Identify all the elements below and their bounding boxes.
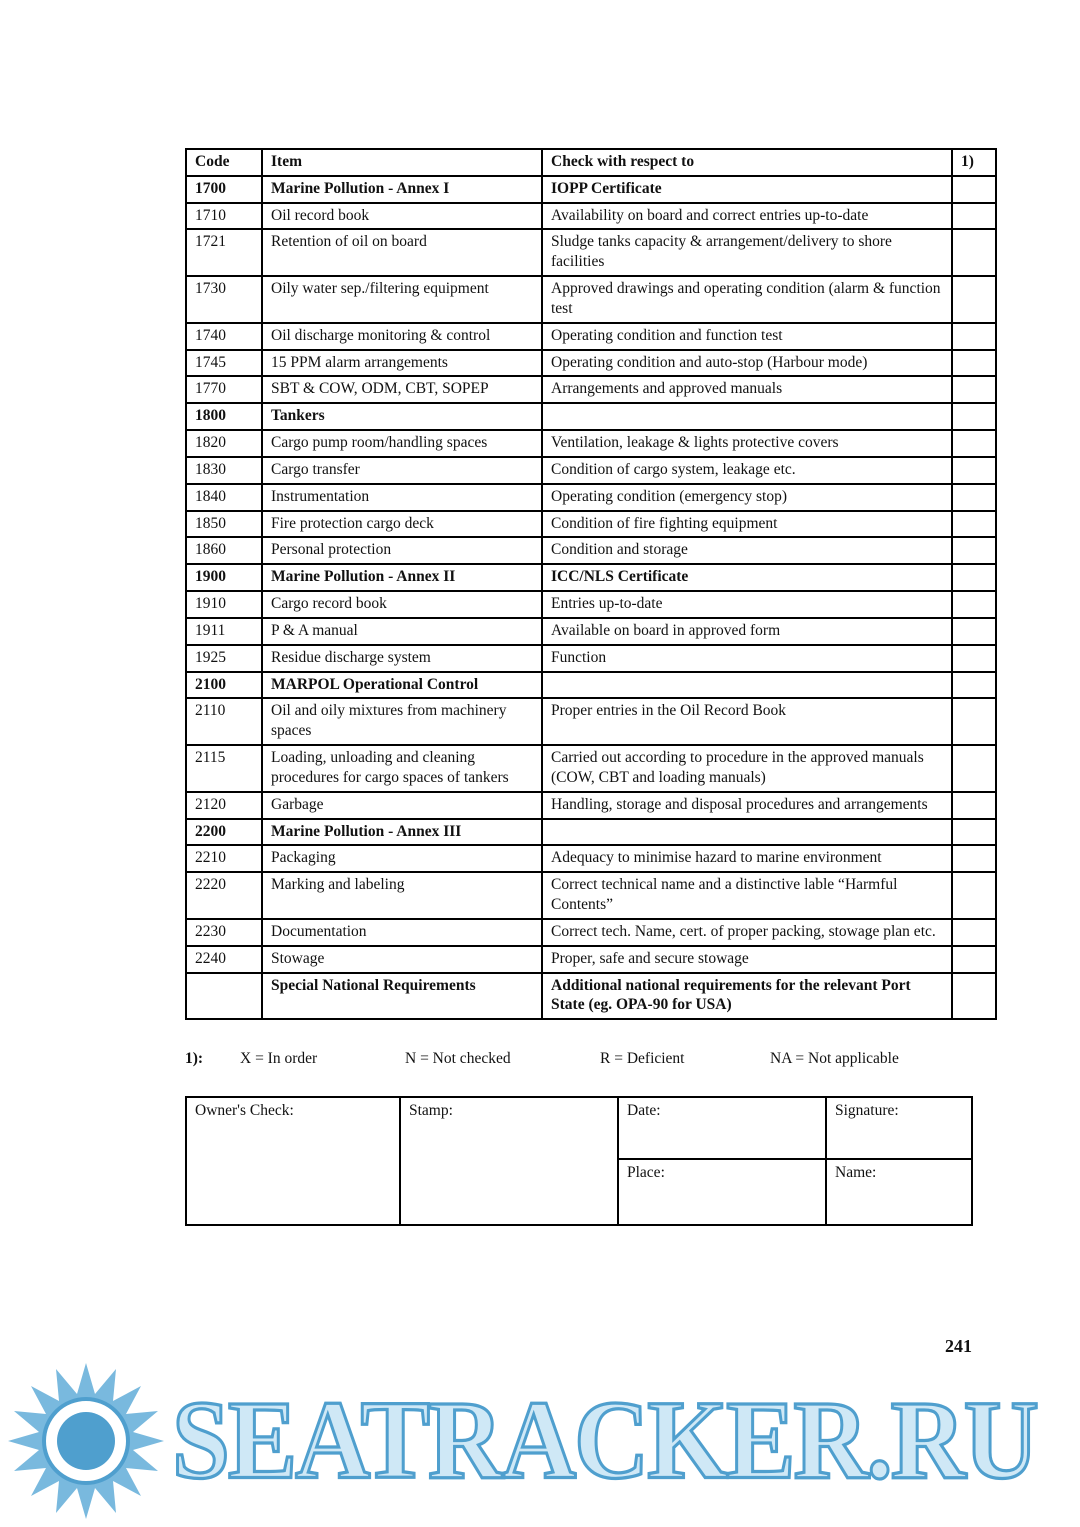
cell-check: Function (542, 645, 952, 672)
cell-status (952, 946, 996, 973)
cell-check: Additional national requirements for the relevant Port State (eg. OPA-90 for USA) (542, 973, 952, 1020)
cell-code: 1745 (186, 350, 262, 377)
cell-check: Correct technical name and a distinctive lable “Harmful Contents” (542, 872, 952, 919)
cell-code: 2115 (186, 745, 262, 792)
header-check: Check with respect to (542, 149, 952, 176)
cell-check: Operating condition (emergency stop) (542, 484, 952, 511)
cell-status (952, 819, 996, 846)
cell-item: Loading, unloading and cleaning procedures for cargo spaces of tankers (262, 745, 542, 792)
cell-check: Adequacy to minimise hazard to marine environment (542, 845, 952, 872)
cell-item: Personal protection (262, 537, 542, 564)
table-row (186, 591, 996, 618)
cell-item: P & A manual (262, 618, 542, 645)
name-cell: Name: (826, 1159, 972, 1225)
signature-cell: Signature: (826, 1097, 972, 1159)
cell-code: 2210 (186, 845, 262, 872)
table-row (186, 618, 996, 645)
table-row (186, 645, 996, 672)
cell-item: Fire protection cargo deck (262, 511, 542, 538)
cell-status (952, 618, 996, 645)
cell-code: 1925 (186, 645, 262, 672)
sun-icon (6, 1361, 166, 1521)
cell-item: Instrumentation (262, 484, 542, 511)
cell-status (952, 176, 996, 203)
cell-item: Marine Pollution - Annex III (262, 819, 542, 846)
cell-item: SBT & COW, ODM, CBT, SOPEP (262, 376, 542, 403)
cell-code: 1860 (186, 537, 262, 564)
table-row (186, 872, 996, 919)
cell-item: Marking and labeling (262, 872, 542, 919)
cell-status (952, 484, 996, 511)
legend-item-r: R = Deficient (600, 1050, 685, 1068)
cell-status (952, 845, 996, 872)
cell-check: Condition and storage (542, 537, 952, 564)
legend-item-x: X = In order (240, 1050, 318, 1068)
cell-check: Handling, storage and disposal procedures and arrangements (542, 792, 952, 819)
cell-check: Approved drawings and operating condition (alarm & function test (542, 276, 952, 323)
table-row (186, 350, 996, 377)
cell-check (542, 403, 952, 430)
cell-check: Condition of fire fighting equipment (542, 511, 952, 538)
cell-code: 1700 (186, 176, 262, 203)
cell-status (952, 672, 996, 699)
table-row (186, 946, 996, 973)
cell-code: 2240 (186, 946, 262, 973)
watermark (6, 1361, 1074, 1521)
cell-status (952, 698, 996, 745)
cell-check: ICC/NLS Certificate (542, 564, 952, 591)
cell-check: Carried out according to procedure in the approved manuals (COW, CBT and loading manuals) (542, 745, 952, 792)
cell-item: Oily water sep./filtering equipment (262, 276, 542, 323)
cell-check (542, 819, 952, 846)
table-row (186, 484, 996, 511)
cell-status (952, 645, 996, 672)
cell-status (952, 229, 996, 276)
cell-code: 1770 (186, 376, 262, 403)
cell-item: 15 PPM alarm arrangements (262, 350, 542, 377)
cell-code: 1710 (186, 203, 262, 230)
owner-box-row-1 (186, 1097, 972, 1159)
table-row (186, 845, 996, 872)
cell-code: 1740 (186, 323, 262, 350)
cell-item: Oil and oily mixtures from machinery spaces (262, 698, 542, 745)
cell-code: 1820 (186, 430, 262, 457)
table-row (186, 376, 996, 403)
cell-item: Tankers (262, 403, 542, 430)
cell-status (952, 350, 996, 377)
table-row (186, 973, 996, 1020)
cell-check: Arrangements and approved manuals (542, 376, 952, 403)
legend-item-na: NA = Not applicable (770, 1050, 899, 1068)
table-row (186, 229, 996, 276)
cell-code (186, 973, 262, 1020)
place-cell: Place: (618, 1159, 826, 1225)
cell-code: 2200 (186, 819, 262, 846)
table-row (186, 430, 996, 457)
cell-check: Availability on board and correct entries up-to-date (542, 203, 952, 230)
cell-check: Condition of cargo system, leakage etc. (542, 457, 952, 484)
table-row (186, 698, 996, 745)
table-row (186, 564, 996, 591)
table-row (186, 457, 996, 484)
cell-code: 1800 (186, 403, 262, 430)
cell-status (952, 564, 996, 591)
cell-status (952, 430, 996, 457)
cell-status (952, 973, 996, 1020)
watermark-text: SEATRACKER.RU (172, 1378, 1037, 1503)
cell-check: Correct tech. Name, cert. of proper packing, stowage plan etc. (542, 919, 952, 946)
cell-item: Retention of oil on board (262, 229, 542, 276)
legend (185, 1050, 973, 1068)
stamp-cell: Stamp: (400, 1097, 618, 1225)
checklist-body (186, 176, 996, 1019)
cell-item: Garbage (262, 792, 542, 819)
table-row (186, 792, 996, 819)
cell-status (952, 537, 996, 564)
cell-code: 1721 (186, 229, 262, 276)
cell-code: 1830 (186, 457, 262, 484)
table-row (186, 403, 996, 430)
cell-check: Ventilation, leakage & lights protective covers (542, 430, 952, 457)
cell-check: Operating condition and function test (542, 323, 952, 350)
cell-item: Cargo transfer (262, 457, 542, 484)
header-item: Item (262, 149, 542, 176)
table-row (186, 745, 996, 792)
cell-status (952, 919, 996, 946)
table-row (186, 276, 996, 323)
cell-check: Available on board in approved form (542, 618, 952, 645)
cell-status (952, 792, 996, 819)
legend-item-n: N = Not checked (405, 1050, 511, 1068)
cell-item: Residue discharge system (262, 645, 542, 672)
cell-status (952, 591, 996, 618)
cell-item: Stowage (262, 946, 542, 973)
cell-item: Cargo pump room/handling spaces (262, 430, 542, 457)
table-row (186, 819, 996, 846)
cell-code: 1850 (186, 511, 262, 538)
table-row (186, 323, 996, 350)
inspection-checklist-table (185, 148, 997, 1020)
cell-status (952, 457, 996, 484)
legend-prefix: 1): (185, 1050, 204, 1068)
cell-code: 1840 (186, 484, 262, 511)
cell-item: Cargo record book (262, 591, 542, 618)
cell-status (952, 323, 996, 350)
cell-code: 1911 (186, 618, 262, 645)
page-number: 241 (945, 1336, 972, 1356)
cell-check: IOPP Certificate (542, 176, 952, 203)
cell-check: Operating condition and auto-stop (Harbour mode) (542, 350, 952, 377)
cell-item: Marine Pollution - Annex II (262, 564, 542, 591)
header-row (186, 149, 996, 176)
document-content (185, 148, 973, 1226)
cell-item: Oil record book (262, 203, 542, 230)
cell-item: Packaging (262, 845, 542, 872)
owner-check-box (185, 1096, 973, 1226)
table-row (186, 511, 996, 538)
cell-status (952, 376, 996, 403)
table-row (186, 672, 996, 699)
cell-status (952, 511, 996, 538)
cell-check: Proper, safe and secure stowage (542, 946, 952, 973)
header-status: 1) (952, 149, 996, 176)
cell-code: 2230 (186, 919, 262, 946)
cell-check (542, 672, 952, 699)
table-row (186, 176, 996, 203)
header-code: Code (186, 149, 262, 176)
cell-code: 2120 (186, 792, 262, 819)
cell-item: Documentation (262, 919, 542, 946)
cell-item: Special National Requirements (262, 973, 542, 1020)
cell-status (952, 872, 996, 919)
cell-code: 1730 (186, 276, 262, 323)
table-row (186, 537, 996, 564)
cell-code: 1900 (186, 564, 262, 591)
cell-check: Proper entries in the Oil Record Book (542, 698, 952, 745)
owner-check-cell: Owner's Check: (186, 1097, 400, 1225)
cell-status (952, 403, 996, 430)
cell-item: Oil discharge monitoring & control (262, 323, 542, 350)
cell-status (952, 203, 996, 230)
cell-code: 2110 (186, 698, 262, 745)
cell-status (952, 745, 996, 792)
cell-item: MARPOL Operational Control (262, 672, 542, 699)
cell-check: Entries up-to-date (542, 591, 952, 618)
cell-status (952, 276, 996, 323)
cell-code: 2100 (186, 672, 262, 699)
cell-check: Sludge tanks capacity & arrangement/delivery to shore facilities (542, 229, 952, 276)
date-cell: Date: (618, 1097, 826, 1159)
cell-code: 1910 (186, 591, 262, 618)
checklist-header (186, 149, 996, 176)
cell-code: 2220 (186, 872, 262, 919)
table-row (186, 919, 996, 946)
table-row (186, 203, 996, 230)
cell-item: Marine Pollution - Annex I (262, 176, 542, 203)
